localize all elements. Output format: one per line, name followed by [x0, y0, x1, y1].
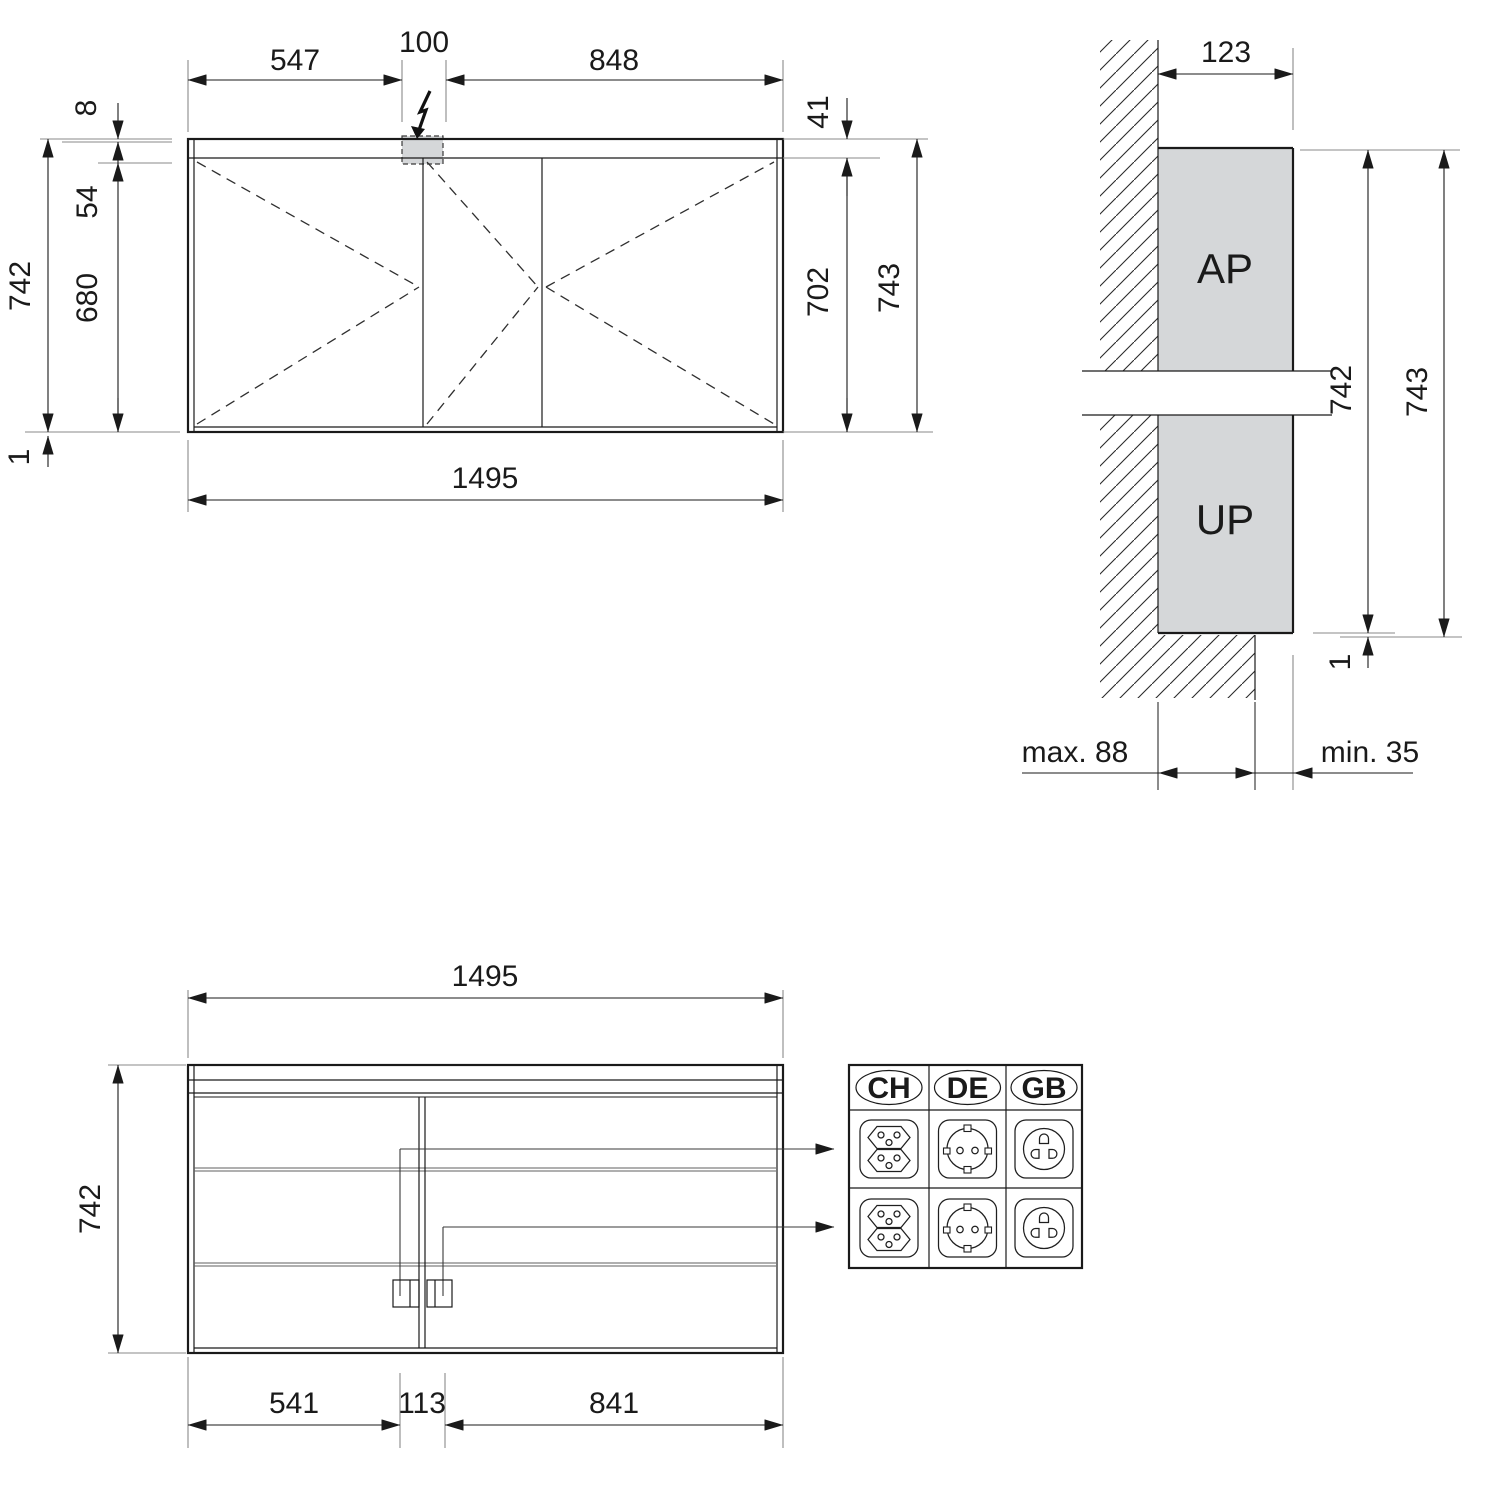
socket-table [849, 1065, 1082, 1268]
internal-socket-right [427, 1280, 452, 1307]
dim-depth: 123 [1200, 36, 1252, 69]
front-view-bottom-dimension [188, 440, 783, 512]
front-view-top-dimensions [188, 26, 783, 132]
dim-side-total-height: 743 [1401, 366, 1434, 418]
socket-table-row-2 [860, 1199, 1073, 1257]
side-view [1022, 36, 1462, 790]
dim-top-gap: 8 [70, 99, 103, 117]
dim-side-overhang: 1 [1324, 653, 1357, 671]
dim-door-height: 680 [71, 272, 104, 324]
dim-total-height: 743 [873, 262, 906, 314]
dim-front-body-height: 702 [802, 266, 835, 318]
front-view-right-dimensions [783, 95, 933, 432]
dim-body-height: 742 [4, 260, 37, 312]
de-socket-icon [939, 1120, 997, 1178]
interior-top-dimension [188, 960, 783, 1058]
de-socket-icon [939, 1199, 997, 1257]
dim-interior-total-width: 1495 [451, 960, 519, 993]
socket-leader-lines [393, 1149, 834, 1307]
dim-side-body-height: 742 [1325, 364, 1358, 416]
dim-socket-spacing: 113 [398, 1387, 446, 1420]
dim-door-left-width: 547 [269, 44, 321, 77]
gb-socket-icon [1015, 1120, 1073, 1178]
ch-socket-icon [860, 1120, 918, 1178]
interior-left-dimension [74, 1065, 186, 1353]
socket-table-row-1 [860, 1120, 1073, 1178]
dim-strip-front-height: 41 [802, 95, 835, 129]
front-view [3, 26, 933, 512]
dim-light-strip: 54 [71, 185, 104, 219]
dim-bottom-overhang: 1 [3, 448, 36, 466]
dim-recess-max: max. 88 [1021, 736, 1129, 769]
ch-socket-icon [860, 1199, 918, 1257]
dim-clearance-min: min. 35 [1320, 736, 1420, 769]
dim-interior-height: 742 [74, 1183, 107, 1235]
interior-view [74, 960, 834, 1448]
interior-cabinet-outline [188, 1065, 783, 1353]
socket-table-header [856, 1071, 1077, 1106]
interior-bottom-dimensions [188, 1357, 783, 1448]
side-view-height-dimensions [1300, 150, 1462, 670]
column-header-ch: CH [867, 1072, 911, 1105]
dim-connection-offset: 100 [398, 26, 450, 59]
dim-total-width: 1495 [451, 462, 519, 495]
door-swing-lines [197, 162, 774, 424]
front-view-cabinet-outline [188, 139, 783, 432]
column-header-gb: GB [1021, 1072, 1067, 1105]
label-surface-mounted: AP [1196, 245, 1254, 292]
front-view-left-dimensions [3, 100, 180, 467]
label-flush-mounted: UP [1195, 496, 1255, 543]
column-header-de: DE [946, 1072, 989, 1105]
lightning-bolt-icon [411, 91, 430, 139]
dim-socket-left-offset: 541 [268, 1387, 320, 1420]
side-view-depth-dimension [1158, 36, 1293, 130]
gb-socket-icon [1015, 1199, 1073, 1257]
dim-socket-right-offset: 841 [588, 1387, 640, 1420]
internal-socket-left [393, 1280, 419, 1307]
dim-door-right-width: 848 [588, 44, 640, 77]
